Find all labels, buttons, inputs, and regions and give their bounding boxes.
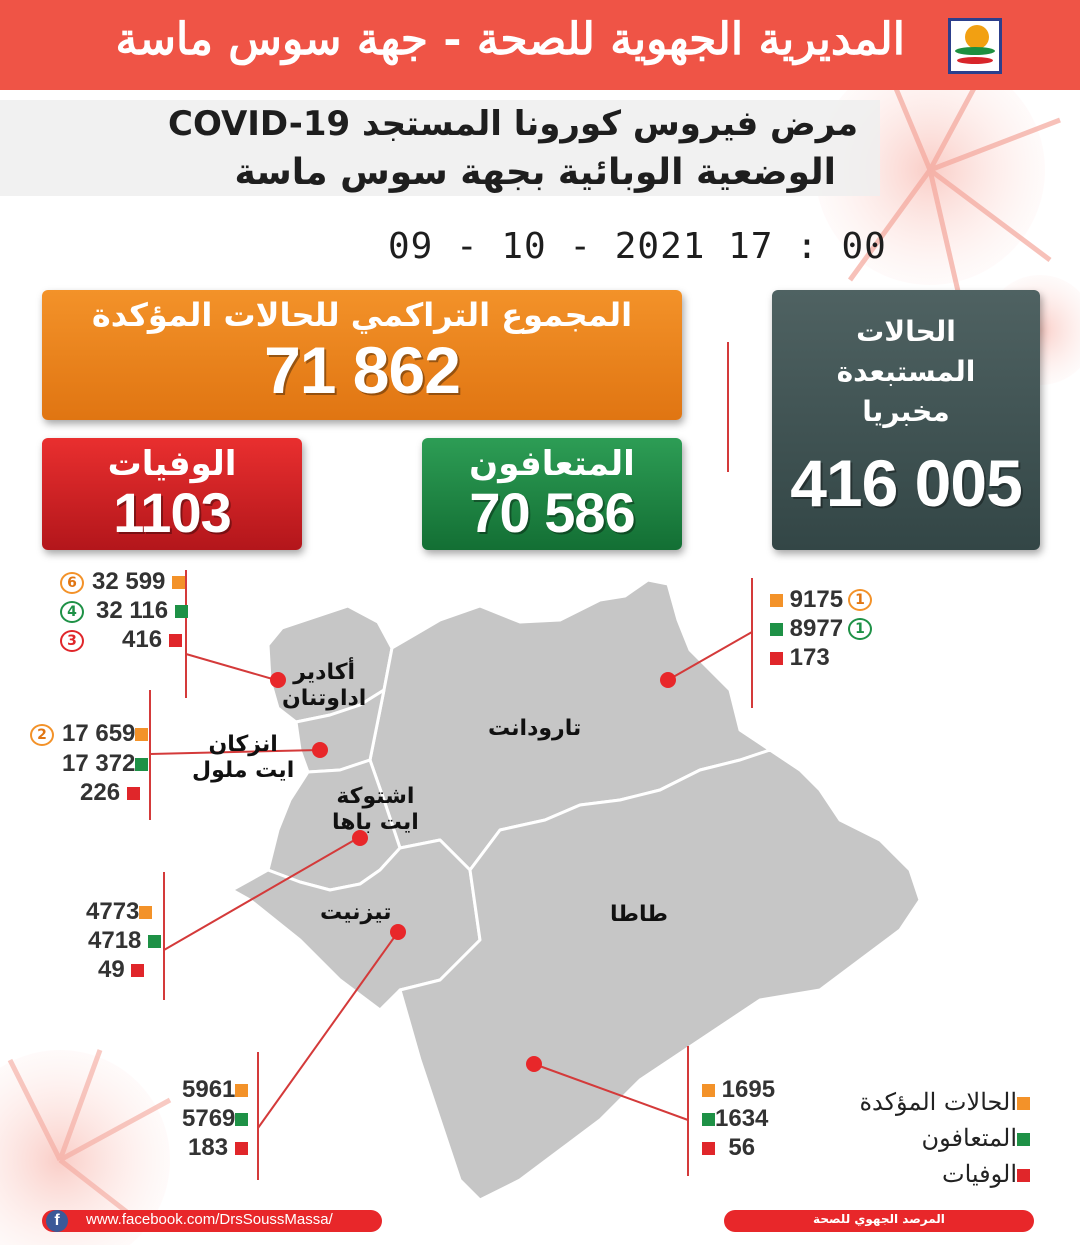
inezgane-confirmed: 17 659 (62, 720, 148, 748)
region-label-chtouka: اشتوكة ايت باها (332, 784, 419, 835)
subtitle-covid: مرض فيروس كورونا المستجد COVID-19 (168, 104, 858, 144)
recovered-total-label: المتعافون (469, 444, 635, 484)
deaths-total-card (42, 438, 302, 550)
recovered-total-value: 70 586 (469, 481, 635, 544)
legend-recovered: المتعافون (922, 1124, 1030, 1152)
excluded-label-2: المستبعدة (836, 355, 976, 388)
tiznit-recovered: 5769 (182, 1105, 248, 1133)
deaths-total-value: 1103 (113, 481, 231, 544)
tata-deaths: 56 (702, 1134, 755, 1162)
agadir-confirmed-new-badge: 6 (60, 572, 84, 594)
ministry-logo-icon (948, 18, 1002, 74)
agadir-recovered-new-badge: 4 (60, 601, 84, 623)
taroudant-recovered-new-badge: 1 (848, 618, 872, 640)
inezgane-deaths: 226 (80, 779, 140, 807)
report-datetime: 09 - 10 - 2021 17 : 00 (388, 226, 887, 267)
observatory-label: المرصد الجهوي للصحة (813, 1212, 945, 1226)
chtouka-recovered: 4718 (88, 927, 161, 955)
marker-taroudant (660, 672, 676, 688)
agadir-recovered: 32 116 (96, 597, 188, 625)
excluded-total-value: 416 005 (790, 446, 1022, 520)
region-label-inezgane: انزكان ايت ملول (192, 732, 295, 783)
excluded-label-3: مخبريا (862, 395, 950, 428)
confirmed-total-card (42, 290, 682, 420)
region-label-taroudant: تارودانت (488, 716, 582, 741)
region-label-agadir: أكادير اداوتنان (282, 660, 367, 711)
taroudant-recovered: 8977 (770, 615, 843, 643)
inezgane-confirmed-new-badge: 2 (30, 724, 54, 746)
chtouka-confirmed: 4773 (86, 898, 152, 926)
legend-deaths: الوفيات (942, 1160, 1030, 1188)
facebook-url[interactable]: www.facebook.com/DrsSoussMassa/ (86, 1211, 333, 1228)
marker-inezgane (312, 742, 328, 758)
chtouka-deaths: 49 (98, 956, 144, 984)
taroudant-confirmed: 9175 (770, 586, 843, 614)
tata-recovered: 1634 (702, 1105, 768, 1133)
confirmed-total-label: المجموع التراكمي للحالات المؤكدة (91, 296, 633, 334)
subtitle-situation: الوضعية الوبائية بجهة سوس ماسة (234, 152, 836, 193)
facebook-icon: f (46, 1210, 68, 1232)
recovered-total-card (422, 438, 682, 550)
excluded-label-1: الحالات (856, 315, 956, 348)
taroudant-deaths: 173 (770, 644, 830, 672)
excluded-total-card (772, 290, 1040, 550)
taroudant-confirmed-new-badge: 1 (848, 589, 872, 611)
region-label-tiznit: تيزنيت (320, 900, 392, 925)
separator-line (727, 342, 729, 472)
tiznit-deaths: 183 (188, 1134, 248, 1162)
header-title: المديرية الجهوية للصحة - جهة سوس ماسة (115, 14, 905, 65)
inezgane-recovered: 17 372 (62, 750, 148, 778)
agadir-deaths: 416 (122, 626, 182, 654)
tiznit-confirmed: 5961 (182, 1076, 248, 1104)
confirmed-total-value: 71 862 (264, 333, 460, 407)
region-label-tata: طاطا (610, 902, 668, 927)
agadir-confirmed: 32 599 (92, 568, 185, 596)
legend-confirmed: الحالات المؤكدة (859, 1088, 1030, 1116)
marker-tiznit (390, 924, 406, 940)
agadir-deaths-new-badge: 3 (60, 630, 84, 652)
tata-confirmed: 1695 (702, 1076, 775, 1104)
marker-tata (526, 1056, 542, 1072)
deaths-total-label: الوفيات (107, 444, 237, 484)
